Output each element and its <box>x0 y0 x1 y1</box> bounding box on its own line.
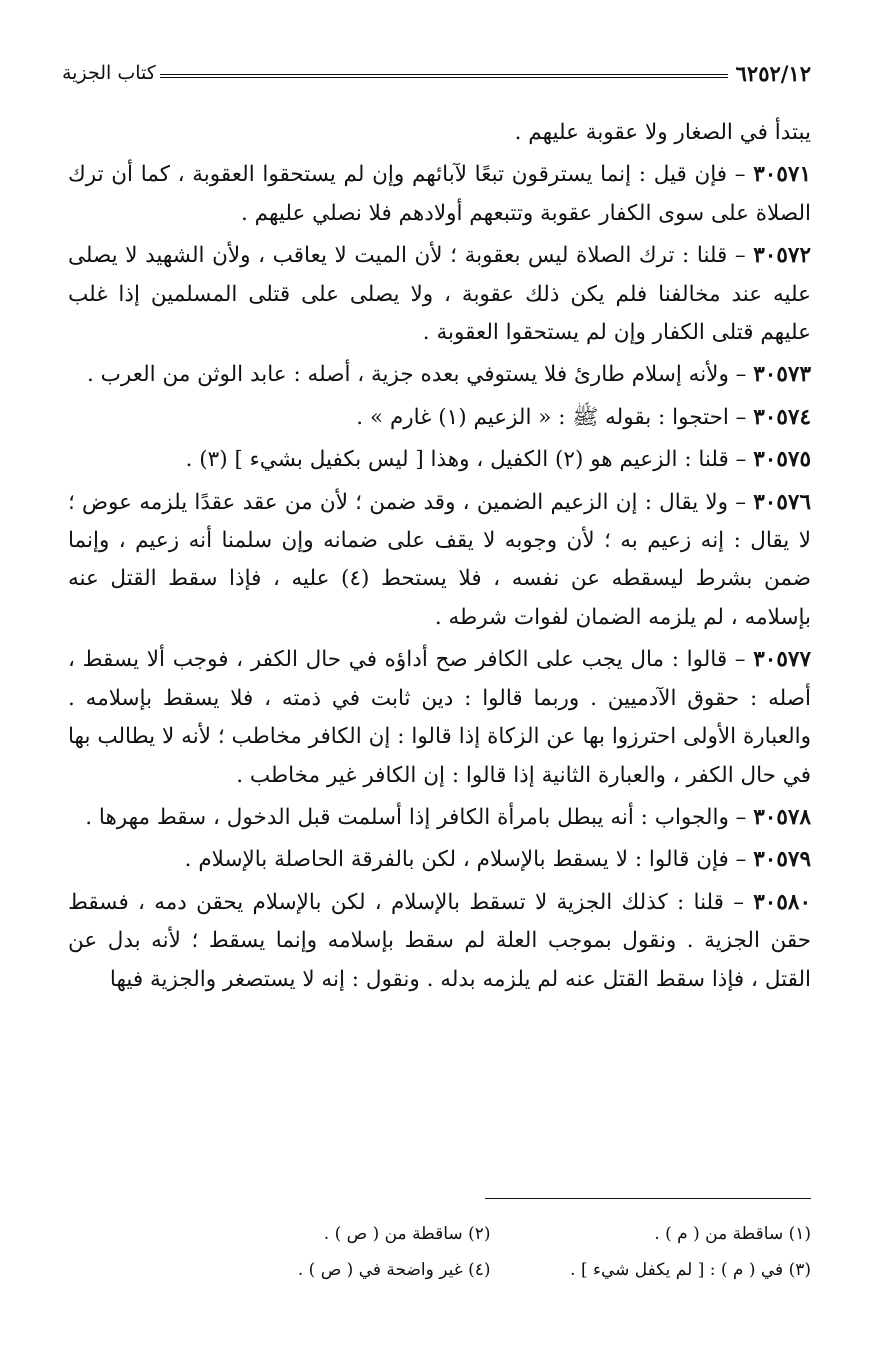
paragraph <box>68 641 811 795</box>
paragraph-number: ٣٠٥٧٧ <box>753 647 811 673</box>
paragraph <box>68 237 811 352</box>
footnote: (٤) غير واضحة في ( ص ) . <box>297 1260 491 1280</box>
paragraph-number: ٣٠٥٧١ <box>753 162 811 188</box>
paragraph-text: – قلنا : الزعيم هو (٢) الكفيل ، وهذا [ ليس بكفيل بشيء ] (٣) . <box>185 447 754 473</box>
footnote: (١) ساقطة من ( م ) . <box>654 1224 811 1244</box>
paragraph-text: – قالوا : مال يجب على الكافر صح أداؤه في حال الكفر ، فوجب ألا يسقط ، أصله : حقوق الآدميين . وربما قالوا : دين ثابت في ذمته ، فلا يسقط بإسلامه . والعبارة الأولى احترزوا بها عن الزكاة إذا قالوا : إن الكافر مخاطب ؛ لأنه لا يطالب بها في حال الكفر ، والعبارة الثانية إذا قالوا : إن الكافر غير مخاطب . <box>68 647 811 788</box>
paragraph-number: ٣٠٥٧٣ <box>753 362 811 388</box>
running-header <box>62 56 811 90</box>
paragraph-text: – ولا يقال : إن الزعيم الضمين ، وقد ضمن ؛ لأن من عقد عقدًا يلزمه عوض ؛ لا يقال : إنه زعيم به ؛ لأن وجوبه لا يقف على ضمانه وإن سلمنا أنه زعيم ، وإنما ضمن بشرط ليسقطه عن نفسه ، فلا يستحط (٤) عليه ، فإذا سقط القتل عنه بإسلامه ، لم يلزمه الضمان لفوات شرطه . <box>68 489 811 630</box>
paragraph-number: ٣٠٥٧٨ <box>753 804 811 830</box>
paragraph-text: يبتدأ في الصغار ولا عقوبة عليهم . <box>514 120 811 145</box>
footnote: (٣) في ( م ) : [ لم يكفل شيء ] . <box>570 1260 811 1280</box>
paragraph-text: – فإن قالوا : لا يسقط بالإسلام ، لكن بالفرقة الحاصلة بالإسلام . <box>184 847 754 873</box>
paragraph-number: ٣٠٥٧٦ <box>753 489 811 515</box>
footnote-rule <box>485 1198 811 1199</box>
footnotes <box>200 1216 811 1288</box>
book-title: كتاب الجزية <box>62 62 156 84</box>
paragraph <box>68 884 811 999</box>
paragraph-text: – قلنا : ترك الصلاة ليس بعقوبة ؛ لأن الميت لا يعاقب ، ولأن الشهيد لا يصلى عليه عند مخالفنا فلم يكن ذلك عقوبة ، ولا يصلى على قتلى المسلمين إذا غلب عليهم قتلى الكفار وإن لم يستحقوا العقوبة . <box>68 243 811 346</box>
header-rule <box>160 74 728 78</box>
paragraph-text: – فإن قيل : إنما يسترقون تبعًا لآبائهم وإن لم يستحقوا العقوبة ، كما أن ترك الصلاة على سوى الكفار عقوبة وتتبعهم أولادهم فلا نصلي عليهم . <box>68 162 811 226</box>
paragraph <box>68 156 811 233</box>
page-reference: ٦٢٥٢/١٢ <box>735 60 811 86</box>
paragraph-text: – احتجوا : بقوله ﷺ : « الزعيم (١) غارم » . <box>356 404 754 430</box>
footnote: (٢) ساقطة من ( ص ) . <box>323 1224 491 1244</box>
paragraph <box>68 114 811 152</box>
paragraph <box>68 441 811 479</box>
paragraph <box>68 841 811 879</box>
paragraph-number: ٣٠٥٧٢ <box>753 243 811 269</box>
paragraph <box>68 356 811 394</box>
paragraph-number: ٣٠٥٧٥ <box>753 447 811 473</box>
paragraph-text: – والجواب : أنه يبطل بامرأة الكافر إذا أسلمت قبل الدخول ، سقط مهرها . <box>85 804 754 830</box>
paragraph-text: – قلنا : كذلك الجزية لا تسقط بالإسلام ، لكن بالإسلام يحقن دمه ، فسقط حقن الجزية . ونقول بموجب العلة لم سقط بإسلامه وإنما يسقط ؛ لأنه بدل عن القتل ، فإذا سقط القتل عنه لم يلزمه بدله . ونقول : إنه لا يستصغر والجزية فيها <box>68 889 811 992</box>
paragraph-text: – ولأنه إسلام طارئ فلا يستوفي بعده جزية ، أصله : عابد الوثن من العرب . <box>86 362 754 388</box>
paragraph <box>68 399 811 437</box>
main-text <box>68 114 811 1003</box>
paragraph-number: ٣٠٥٧٤ <box>753 404 811 430</box>
paragraph-number: ٣٠٥٨٠ <box>753 889 811 915</box>
paragraph-number: ٣٠٥٧٩ <box>753 847 811 873</box>
paragraph <box>68 799 811 837</box>
paragraph <box>68 484 811 638</box>
